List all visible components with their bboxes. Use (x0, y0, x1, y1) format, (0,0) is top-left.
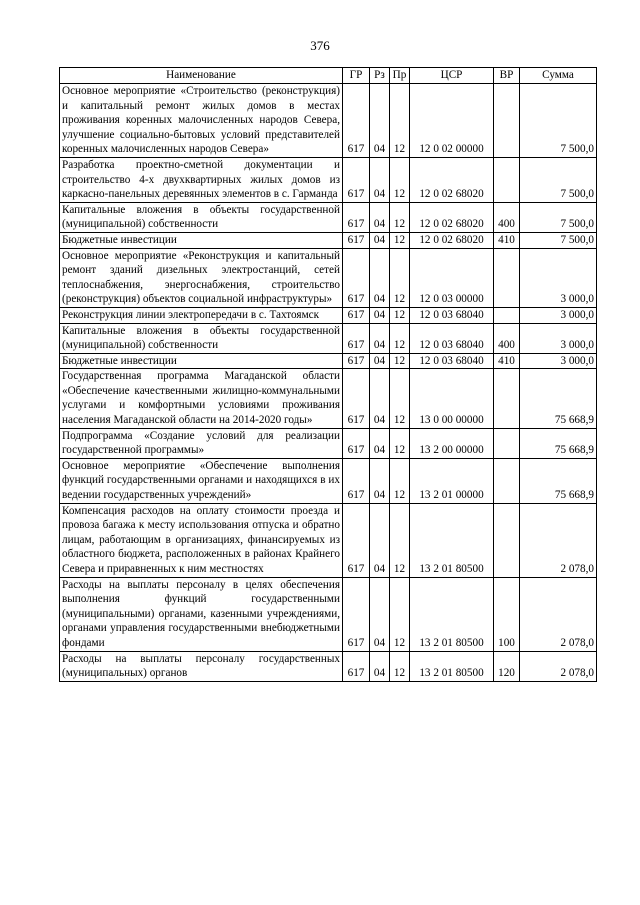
header-pr: Пр (390, 68, 410, 84)
cell-name: Капитальные вложения в объекты государственной (муниципальной) собственности (60, 323, 343, 353)
table-body (60, 84, 597, 682)
header-name: Наименование (60, 68, 343, 84)
cell-gr: 617 (343, 202, 370, 232)
table-row (60, 503, 597, 577)
cell-csr: 12 0 02 68020 (410, 202, 494, 232)
table-row (60, 157, 597, 202)
cell-pr: 12 (390, 651, 410, 681)
cell-gr: 617 (343, 307, 370, 323)
header-rz: Рз (370, 68, 390, 84)
cell-gr: 617 (343, 84, 370, 158)
cell-sum: 3 000,0 (520, 307, 597, 323)
cell-sum: 75 668,9 (520, 369, 597, 428)
cell-rz: 04 (370, 157, 390, 202)
cell-csr: 12 0 02 68020 (410, 232, 494, 248)
cell-vr (494, 84, 520, 158)
cell-sum: 2 078,0 (520, 503, 597, 577)
cell-pr: 12 (390, 84, 410, 158)
cell-name: Капитальные вложения в объекты государственной (муниципальной) собственности (60, 202, 343, 232)
table-row (60, 202, 597, 232)
cell-rz: 04 (370, 428, 390, 458)
table-header (60, 68, 597, 84)
table-row (60, 458, 597, 503)
cell-vr (494, 157, 520, 202)
table-row (60, 353, 597, 369)
cell-rz: 04 (370, 307, 390, 323)
cell-gr: 617 (343, 353, 370, 369)
cell-rz: 04 (370, 232, 390, 248)
table-row (60, 84, 597, 158)
cell-rz: 04 (370, 458, 390, 503)
cell-gr: 617 (343, 369, 370, 428)
cell-name: Компенсация расходов на оплату стоимости проезда и провоза багажа к месту использования отпуска и обратно лицам, работающим в организациях, финансируемых из областного бюджета, расположенных в районах Крайнего Севера и приравненных к ним местностях (60, 503, 343, 577)
cell-sum: 3 000,0 (520, 323, 597, 353)
header-gr: ГР (343, 68, 370, 84)
table-row (60, 369, 597, 428)
header-sum: Сумма (520, 68, 597, 84)
header-csr: ЦСР (410, 68, 494, 84)
cell-gr: 617 (343, 503, 370, 577)
cell-csr: 13 2 01 80500 (410, 503, 494, 577)
cell-pr: 12 (390, 577, 410, 651)
cell-csr: 13 0 00 00000 (410, 369, 494, 428)
cell-gr: 617 (343, 458, 370, 503)
cell-name: Основное мероприятие «Реконструкция и капитальный ремонт зданий дизельных электростанций, сетей теплоснабжения, энергоснабжения, строительство (реконструкция) объектов социальной инфраструктуры» (60, 248, 343, 307)
cell-rz: 04 (370, 651, 390, 681)
cell-gr: 617 (343, 651, 370, 681)
cell-name: Бюджетные инвестиции (60, 353, 343, 369)
cell-rz: 04 (370, 503, 390, 577)
cell-csr: 12 0 03 68040 (410, 307, 494, 323)
cell-vr: 400 (494, 202, 520, 232)
cell-pr: 12 (390, 323, 410, 353)
cell-vr (494, 428, 520, 458)
cell-sum: 2 078,0 (520, 651, 597, 681)
cell-name: Разработка проектно-сметной документации и строительство 4-х двухквартирных жилых домов из каркасно-панельных деревянных элементов в с. Гарманда (60, 157, 343, 202)
cell-vr (494, 307, 520, 323)
cell-name: Реконструкция линии электропередачи в с. Тахтоямск (60, 307, 343, 323)
cell-vr (494, 369, 520, 428)
cell-sum: 3 000,0 (520, 248, 597, 307)
cell-csr: 12 0 03 00000 (410, 248, 494, 307)
cell-vr: 410 (494, 232, 520, 248)
cell-name: Расходы на выплаты персоналу в целях обеспечения выполнения функций государственными (муниципальными) органами, казенными учреждениями, органами управления государственными внебюджетными фондами (60, 577, 343, 651)
cell-csr: 13 2 00 00000 (410, 428, 494, 458)
cell-rz: 04 (370, 248, 390, 307)
cell-rz: 04 (370, 577, 390, 651)
cell-pr: 12 (390, 248, 410, 307)
cell-sum: 7 500,0 (520, 157, 597, 202)
cell-name: Подпрограмма «Создание условий для реализации государственной программы» (60, 428, 343, 458)
cell-pr: 12 (390, 202, 410, 232)
cell-pr: 12 (390, 458, 410, 503)
cell-sum: 7 500,0 (520, 202, 597, 232)
cell-pr: 12 (390, 428, 410, 458)
cell-csr: 12 0 02 00000 (410, 84, 494, 158)
cell-pr: 12 (390, 369, 410, 428)
table-row (60, 307, 597, 323)
cell-csr: 13 2 01 00000 (410, 458, 494, 503)
cell-gr: 617 (343, 232, 370, 248)
cell-gr: 617 (343, 428, 370, 458)
header-row (60, 68, 597, 84)
cell-gr: 617 (343, 577, 370, 651)
cell-name: Государственная программа Магаданской области «Обеспечение качественными жилищно-коммунальными услугами и комфортными условиями проживания населения Магаданской области на 2014-2020 годы» (60, 369, 343, 428)
cell-vr (494, 458, 520, 503)
cell-name: Основное мероприятие «Строительство (реконструкция) и капитальный ремонт жилых домов в местах проживания коренных малочисленных народов Севера, улучшение социально-бытовых условий представителей коренных малочисленных народов Севера» (60, 84, 343, 158)
cell-rz: 04 (370, 84, 390, 158)
cell-gr: 617 (343, 157, 370, 202)
cell-vr: 100 (494, 577, 520, 651)
cell-pr: 12 (390, 232, 410, 248)
cell-sum: 3 000,0 (520, 353, 597, 369)
cell-csr: 12 0 03 68040 (410, 323, 494, 353)
cell-rz: 04 (370, 369, 390, 428)
cell-csr: 13 2 01 80500 (410, 577, 494, 651)
cell-pr: 12 (390, 307, 410, 323)
cell-name: Бюджетные инвестиции (60, 232, 343, 248)
table-row (60, 428, 597, 458)
cell-vr (494, 503, 520, 577)
cell-sum: 7 500,0 (520, 232, 597, 248)
table-row (60, 651, 597, 681)
table-row (60, 577, 597, 651)
cell-vr: 120 (494, 651, 520, 681)
cell-vr (494, 248, 520, 307)
table-row (60, 248, 597, 307)
cell-pr: 12 (390, 503, 410, 577)
cell-sum: 2 078,0 (520, 577, 597, 651)
cell-rz: 04 (370, 353, 390, 369)
header-vr: ВР (494, 68, 520, 84)
cell-sum: 75 668,9 (520, 428, 597, 458)
table-row (60, 323, 597, 353)
cell-csr: 13 2 01 80500 (410, 651, 494, 681)
cell-gr: 617 (343, 248, 370, 307)
cell-pr: 12 (390, 157, 410, 202)
cell-rz: 04 (370, 323, 390, 353)
cell-vr: 410 (494, 353, 520, 369)
cell-vr: 400 (494, 323, 520, 353)
cell-pr: 12 (390, 353, 410, 369)
cell-sum: 7 500,0 (520, 84, 597, 158)
page-number: 376 (310, 38, 330, 53)
budget-table (59, 67, 597, 682)
cell-csr: 12 0 02 68020 (410, 157, 494, 202)
cell-name: Основное мероприятие «Обеспечение выполнения функций государственными органами и находящихся в их ведении государственных учреждений» (60, 458, 343, 503)
cell-name: Расходы на выплаты персоналу государственных (муниципальных) органов (60, 651, 343, 681)
cell-rz: 04 (370, 202, 390, 232)
cell-csr: 12 0 03 68040 (410, 353, 494, 369)
table-row (60, 232, 597, 248)
cell-gr: 617 (343, 323, 370, 353)
cell-sum: 75 668,9 (520, 458, 597, 503)
